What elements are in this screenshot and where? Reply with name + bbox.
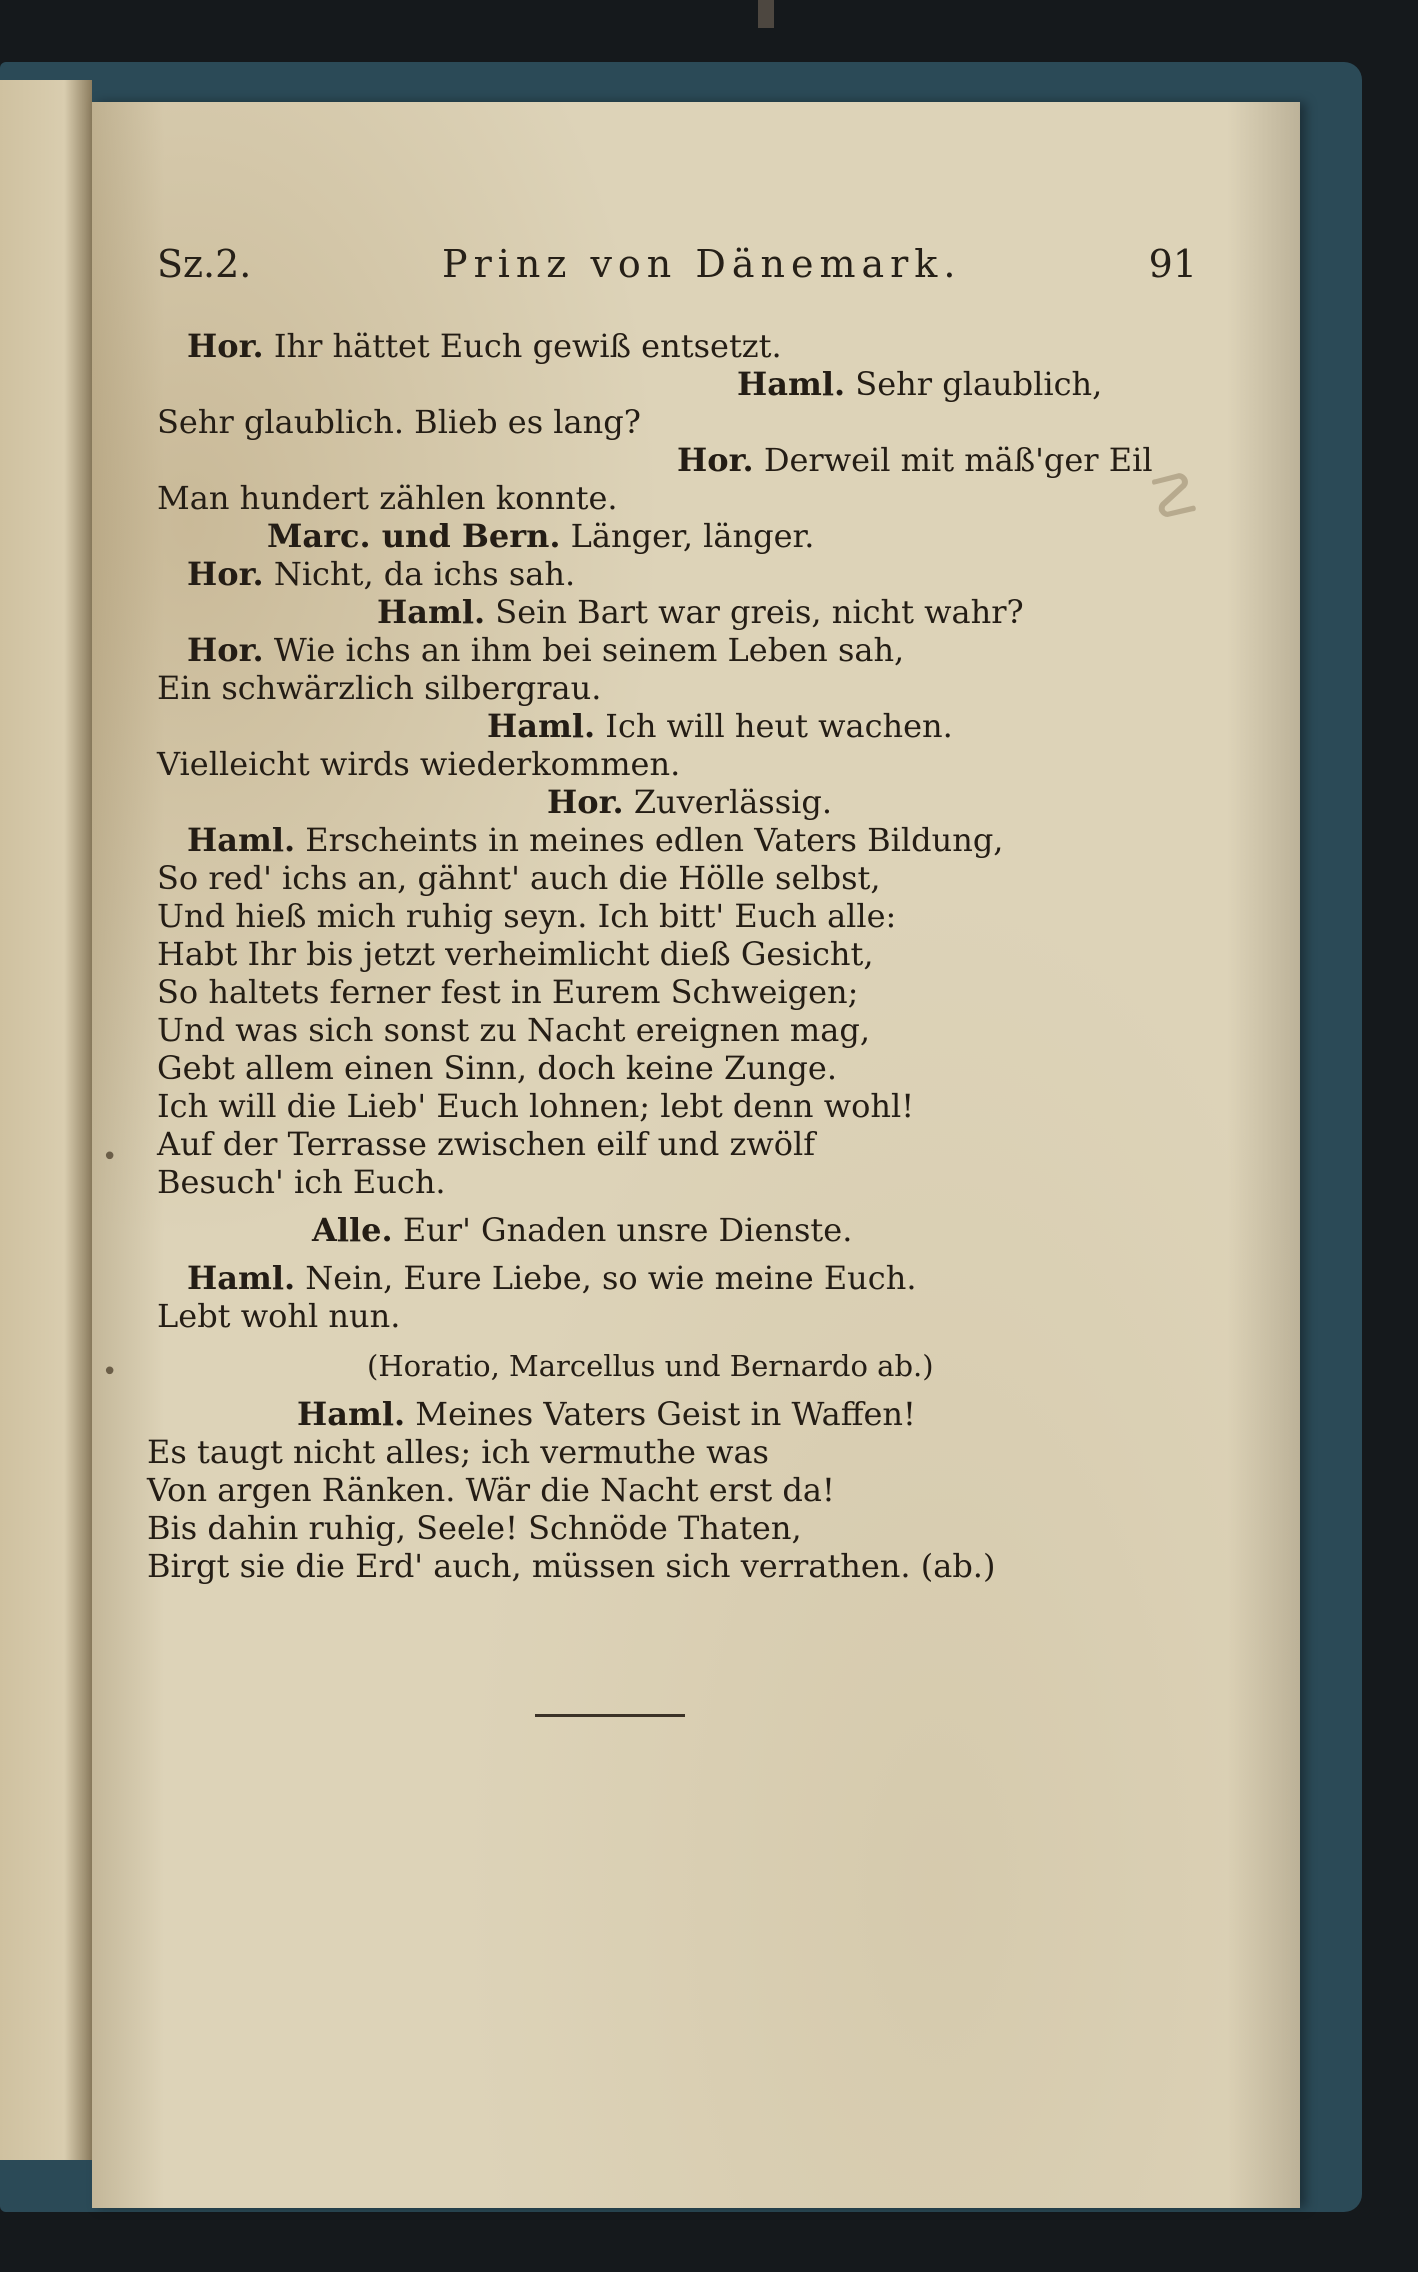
text-line [187, 631, 904, 669]
text-line [157, 1163, 446, 1201]
line-text: Meines Vaters Geist in Waffen! [415, 1395, 916, 1433]
running-header [157, 242, 1197, 302]
text-line [157, 403, 641, 441]
line-text: Habt Ihr bis jetzt verheimlicht dieß Gesicht, [157, 935, 874, 973]
speaker-name: Hor. [187, 555, 264, 593]
text-line [147, 1509, 802, 1547]
speaker-name: Haml. [377, 593, 486, 631]
line-text: Nicht, da ichs sah. [273, 555, 576, 593]
text-line [312, 1211, 852, 1249]
text-line [157, 1087, 914, 1125]
line-text: Wie ichs an ihm bei seinem Leben sah, [273, 631, 905, 669]
speaker-name: Hor. [677, 441, 754, 479]
line-text: Nein, Eure Liebe, so wie meine Euch. [305, 1259, 917, 1297]
line-text: Sehr glaublich, [855, 365, 1103, 403]
text-line [267, 517, 814, 555]
line-text: Es taugt nicht alles; ich vermuthe was [147, 1433, 769, 1471]
text-line [157, 1125, 815, 1163]
text-line [147, 1471, 835, 1509]
text-line [157, 973, 858, 1011]
line-text: (Horatio, Marcellus und Bernardo ab.) [367, 1349, 934, 1383]
speaker-name: Marc. und Bern. [267, 517, 561, 555]
line-text: Von argen Ränken. Wär die Nacht erst da! [147, 1471, 835, 1509]
speaker-name: Haml. [187, 821, 296, 859]
line-text: Und was sich sonst zu Nacht ereignen mag, [157, 1011, 870, 1049]
line-text: Und hieß mich ruhig seyn. Ich bitt' Euch alle: [157, 897, 897, 935]
text-line [157, 1011, 870, 1049]
text-line [187, 821, 1003, 859]
text-line [297, 1395, 916, 1433]
text-line [187, 327, 782, 365]
line-text: Ich will die Lieb' Euch lohnen; lebt denn wohl! [157, 1087, 915, 1125]
line-text: Sein Bart war greis, nicht wahr? [495, 593, 1024, 631]
line-text: Ein schwärzlich silbergrau. [157, 669, 602, 707]
line-text: Eur' Gnaden unsre Dienste. [402, 1211, 853, 1249]
line-text: Auf der Terrasse zwischen eilf und zwölf [157, 1125, 816, 1163]
book-page [92, 102, 1300, 2208]
line-text: Birgt sie die Erd' auch, müssen sich verrathen. (ab.) [147, 1547, 996, 1585]
page-number: 91 [1148, 242, 1197, 286]
ink-spot-icon: • [102, 1142, 118, 1172]
line-text: Länger, länger. [570, 517, 815, 555]
text-line [737, 365, 1102, 403]
text-line [157, 897, 896, 935]
pencil-mark-icon: ☡ [1147, 462, 1201, 532]
text-line [187, 555, 575, 593]
ink-spot-icon: • [102, 1357, 118, 1387]
text-line [157, 935, 874, 973]
line-text: Man hundert zählen konnte. [157, 479, 618, 517]
text-line [147, 1433, 769, 1471]
stage-direction [367, 1347, 934, 1385]
line-text: So haltets ferner fest in Eurem Schweigen; [157, 973, 859, 1011]
left-page-edge [0, 80, 92, 2160]
text-line [187, 1259, 916, 1297]
text-line [157, 1297, 400, 1335]
text-line [157, 859, 881, 897]
text-line [157, 745, 680, 783]
speaker-name: Haml. [487, 707, 596, 745]
line-text: Sehr glaublich. Blieb es lang? [157, 403, 641, 441]
text-line [547, 783, 832, 821]
speaker-name: Haml. [737, 365, 846, 403]
scene-label: Sz.2. [157, 242, 252, 286]
text-line [487, 707, 953, 745]
line-text: Zuverlässig. [633, 783, 833, 821]
line-text: Besuch' ich Euch. [157, 1163, 446, 1201]
line-text: Lebt wohl nun. [157, 1297, 401, 1335]
text-line [377, 593, 1024, 631]
speaker-name: Hor. [187, 631, 264, 669]
text-line [677, 441, 1153, 479]
text-line [147, 1547, 995, 1585]
line-text: Bis dahin ruhig, Seele! Schnöde Thaten, [147, 1509, 802, 1547]
page-title: Prinz von Dänemark. [442, 242, 962, 286]
speaker-name: Haml. [297, 1395, 406, 1433]
text-line [157, 669, 601, 707]
text-line [157, 479, 618, 517]
line-text: Erscheints in meines edlen Vaters Bildung, [305, 821, 1004, 859]
line-text: Derweil mit mäß'ger Eil [763, 441, 1153, 479]
bookmark-ribbon [758, 0, 774, 28]
section-divider [535, 1714, 685, 1717]
line-text: Ich will heut wachen. [605, 707, 953, 745]
line-text: Ihr hättet Euch gewiß entsetzt. [273, 327, 782, 365]
speaker-name: Hor. [547, 783, 624, 821]
speaker-name: Haml. [187, 1259, 296, 1297]
speaker-name: Alle. [312, 1211, 393, 1249]
line-text: Gebt allem einen Sinn, doch keine Zunge. [157, 1049, 838, 1087]
text-line [157, 1049, 837, 1087]
line-text: So red' ichs an, gähnt' auch die Hölle selbst, [157, 859, 881, 897]
speaker-name: Hor. [187, 327, 264, 365]
line-text: Vielleicht wirds wiederkommen. [157, 745, 681, 783]
